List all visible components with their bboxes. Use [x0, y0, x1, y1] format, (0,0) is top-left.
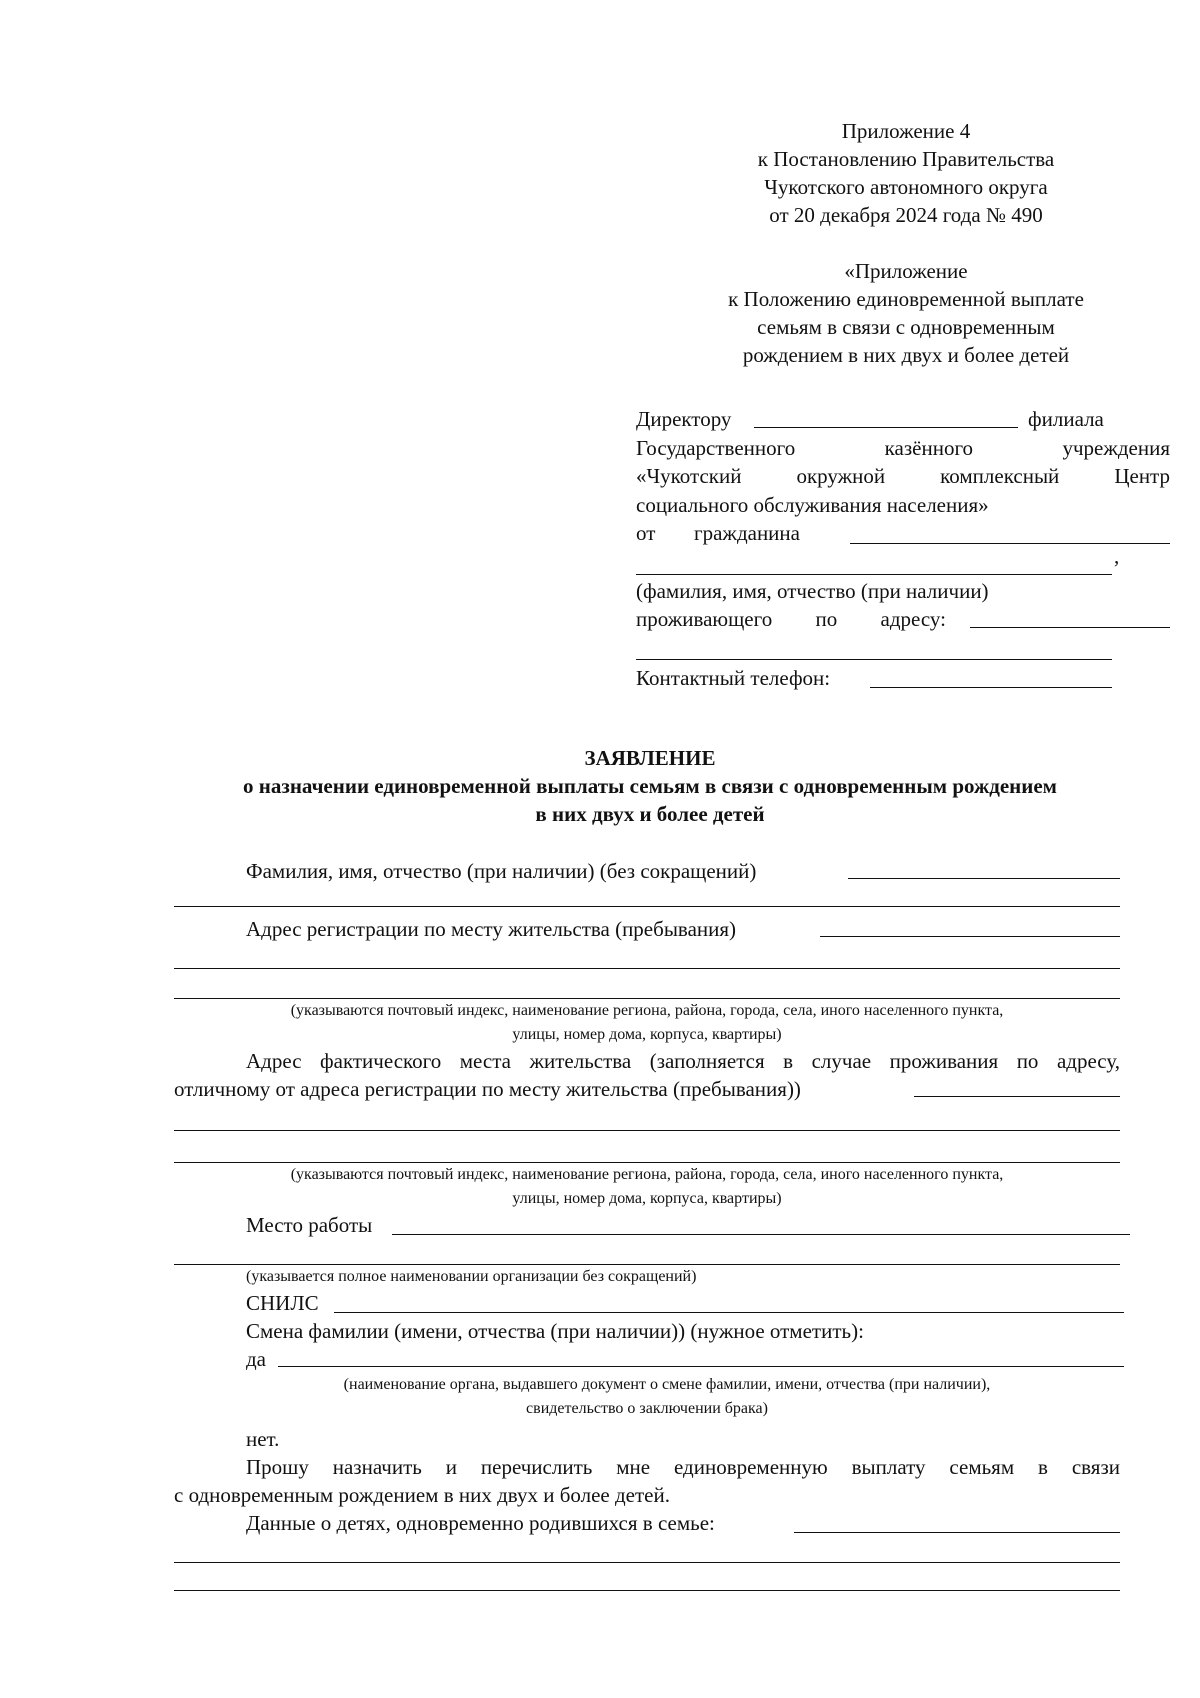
work-row	[174, 1211, 1120, 1239]
actual-address-field-2[interactable]	[174, 1130, 1120, 1131]
reg-address-field-3[interactable]	[174, 998, 1120, 999]
fio-field[interactable]	[848, 878, 1120, 879]
reg-address-label: Адрес регистрации по месту жительства (пребывания)	[246, 917, 737, 941]
yes-hint-2: свидетельство о заключении брака)	[526, 1400, 768, 1417]
residing-continuation-row	[636, 634, 1170, 664]
sub-appendix-line: «Приложение	[844, 259, 968, 283]
address-hint-1: (указываются почтовый индекс, наименование региона, района, города, села, иного населенного пункта,	[290, 1002, 1004, 1019]
children-field[interactable]	[794, 1532, 1120, 1533]
work-label: Место работы	[246, 1213, 373, 1237]
citizen-name-field[interactable]	[850, 543, 1170, 544]
work-field-2[interactable]	[174, 1264, 1120, 1265]
application-title	[170, 744, 1130, 828]
no-label: нет.	[246, 1427, 280, 1451]
reg-address-field[interactable]	[820, 936, 1120, 937]
residing-row	[636, 605, 1170, 634]
children-label: Данные о детях, одновременно родившихся в семье:	[246, 1511, 715, 1535]
name-change-label: Смена фамилии (имени, отчества (при наличии)) (нужное отметить):	[246, 1319, 864, 1343]
actual-address-row	[174, 1075, 1120, 1103]
reg-address-continuation-1	[174, 943, 1120, 971]
actual-address-line-2: отличному от адреса регистрации по месту жительства (пребывания))	[174, 1077, 801, 1101]
sub-appendix-line: семьям в связи с одновременным	[757, 315, 1055, 339]
address-hint-2: улицы, номер дома, корпуса, квартиры)	[512, 1026, 782, 1043]
title-line-1: о назначении единовременной выплаты семьям в связи с одновременным рождением	[243, 774, 1057, 798]
appendix-line: Чукотского автономного округа	[764, 175, 1048, 199]
title-line-2: в них двух и более детей	[535, 802, 765, 826]
comma: ,	[1114, 543, 1120, 568]
actual-address-line-1: Адрес фактического места жительства (заполняется в случае проживания по адресу,	[246, 1049, 1120, 1073]
snils-row	[174, 1289, 1120, 1317]
actual-address-field-3[interactable]	[174, 1162, 1120, 1163]
children-continuation-2	[174, 1563, 1120, 1591]
fio-field-2[interactable]	[174, 906, 1120, 907]
sub-appendix-line: рождением в них двух и более детей	[742, 343, 1070, 367]
fio-label: Фамилия, имя, отчество (при наличии) (без сокращений)	[246, 859, 757, 883]
sub-appendix-header	[646, 257, 1166, 369]
fio-row	[174, 857, 1120, 885]
yes-label: да	[246, 1347, 267, 1371]
request-line-1: Прошу назначить и перечислить мне единовременную выплату семьям в связи	[246, 1455, 1120, 1479]
addressee-line-4: социального обслуживания населения»	[636, 492, 989, 517]
branch-label: филиала	[1028, 407, 1104, 431]
citizen-name-continuation-row	[636, 543, 1170, 577]
citizen-label: гражданина	[694, 521, 800, 545]
director-label: Директору	[636, 407, 732, 431]
sub-appendix-line: к Положению единовременной выплате	[728, 287, 1084, 311]
appendix-line: от 20 декабря 2024 года № 490	[769, 203, 1043, 227]
yes-field[interactable]	[278, 1366, 1124, 1367]
appendix-line: к Постановлению Правительства	[757, 147, 1055, 171]
work-hint: (указывается полное наименовании организации без сокращений)	[246, 1268, 697, 1285]
actual-address-field[interactable]	[914, 1096, 1120, 1097]
addressee-block	[636, 405, 1170, 692]
children-field-3[interactable]	[174, 1590, 1120, 1591]
fio-hint: (фамилия, имя, отчество (при наличии)	[636, 578, 989, 603]
fio-continuation	[174, 885, 1120, 915]
snils-label: СНИЛС	[246, 1291, 319, 1315]
director-row	[636, 405, 1170, 434]
citizen-name-field-2[interactable]	[636, 574, 1112, 575]
actual-address-continuation-1	[174, 1103, 1120, 1135]
work-continuation	[174, 1239, 1120, 1265]
actual-address-continuation-2	[174, 1135, 1120, 1163]
residing-address-field[interactable]	[970, 627, 1170, 628]
children-continuation-1	[174, 1537, 1120, 1563]
addressee-line-3: «Чукотский окружной комплексный Центр	[636, 464, 1170, 488]
residing-label: проживающего по адресу:	[636, 607, 946, 631]
reg-address-field-2[interactable]	[174, 968, 1120, 969]
yes-row	[174, 1345, 1120, 1373]
from-label: от	[636, 521, 656, 545]
reg-address-row	[174, 915, 1120, 943]
request-line-2: с одновременным рождением в них двух и более детей.	[174, 1483, 670, 1507]
reg-address-continuation-2	[174, 971, 1120, 999]
phone-label: Контактный телефон:	[636, 665, 831, 690]
phone-field[interactable]	[870, 687, 1112, 688]
addressee-line-2: Государственного казённого учреждения	[636, 435, 1170, 460]
appendix-line: Приложение 4	[841, 119, 971, 143]
phone-row	[636, 664, 1170, 693]
actual-address-hint-1: (указываются почтовый индекс, наименование региона, района, города, села, иного населенного пункта,	[290, 1166, 1004, 1183]
appendix-header	[646, 117, 1166, 229]
form-body	[174, 857, 1120, 1591]
from-citizen-row	[636, 519, 1170, 548]
children-row	[174, 1509, 1120, 1537]
director-name-field[interactable]	[754, 427, 1018, 428]
yes-hint-1: (наименование органа, выдавшего документ о смене фамилии, имени, отчества (при наличии),	[343, 1376, 991, 1393]
snils-field[interactable]	[334, 1312, 1124, 1313]
actual-address-hint-2: улицы, номер дома, корпуса, квартиры)	[512, 1190, 782, 1207]
residing-address-field-2[interactable]	[636, 659, 1112, 660]
work-field[interactable]	[392, 1234, 1130, 1235]
title-heading: ЗАЯВЛЕНИЕ	[584, 746, 716, 770]
